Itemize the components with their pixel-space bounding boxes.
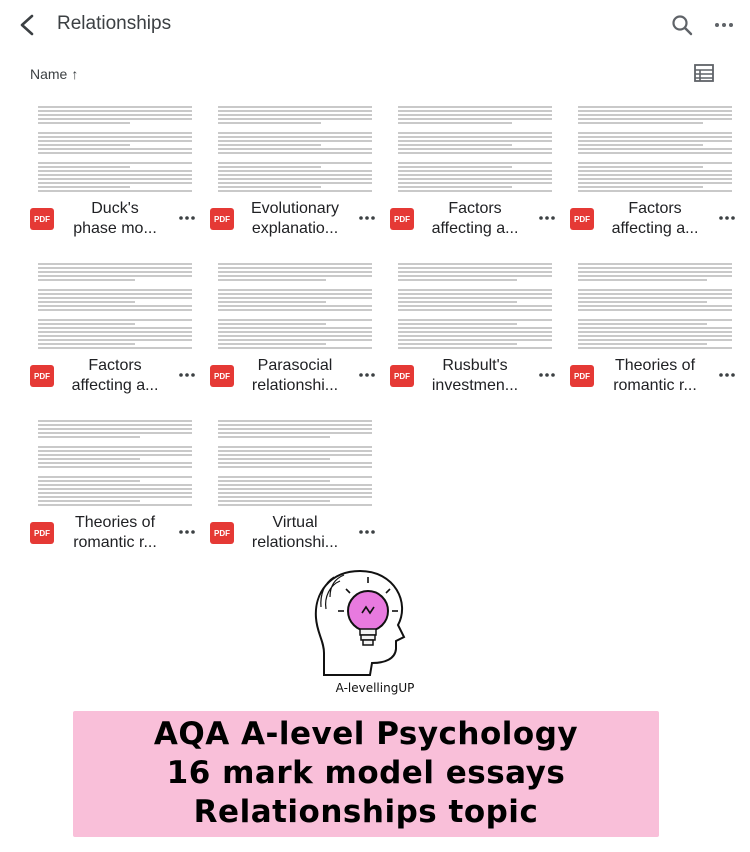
banner-line-3: Relationships topic [193,794,539,830]
file-thumbnail [210,257,380,353]
folder-title: Relationships [57,13,172,34]
file-name: Factors affecting a... [611,200,699,237]
file-more-button[interactable] [716,367,738,383]
file-more-button[interactable] [536,210,558,226]
pdf-icon: PDF [210,522,234,544]
pdf-icon: PDF [30,522,54,544]
more-horiz-icon [359,216,375,220]
file-thumbnail [210,100,380,196]
sort-by-name[interactable] [30,66,78,82]
file-thumbnail [570,100,740,196]
pdf-icon: PDF [390,365,414,387]
lightbulb-head-icon [300,563,440,688]
search-icon [671,14,693,36]
more-horiz-icon [359,530,375,534]
sort-arrow-icon: ↑ [71,66,79,82]
file-more-button[interactable] [716,210,738,226]
more-horiz-icon [719,216,735,220]
file-card[interactable] [390,100,560,250]
list-view-icon [694,64,714,82]
file-card[interactable] [390,257,560,407]
file-thumbnail [30,100,200,196]
file-card[interactable] [210,414,380,564]
pdf-icon: PDF [30,208,54,230]
file-more-button[interactable] [356,210,378,226]
more-horiz-icon [359,373,375,377]
pdf-icon: PDF [570,208,594,230]
file-thumbnail [210,414,380,510]
a-levelling-up-logo [300,563,440,708]
file-more-button[interactable] [176,524,198,540]
file-name: Parasocial relationshi... [251,357,339,394]
file-thumbnail [570,257,740,353]
more-horiz-icon [179,216,195,220]
file-more-button[interactable] [356,524,378,540]
file-card[interactable] [570,257,740,407]
file-more-button[interactable] [176,367,198,383]
file-name: Evolutionary explanatio... [250,200,340,237]
file-name: Factors affecting a... [431,200,519,237]
sort-label-text: Name [30,66,68,82]
file-name: Duck's phase mo... [73,200,157,237]
more-options-button[interactable] [710,11,738,39]
pdf-icon: PDF [210,208,234,230]
pdf-icon: PDF [30,365,54,387]
file-name: Factors affecting a... [71,357,159,394]
file-card[interactable] [210,100,380,250]
pdf-icon: PDF [210,365,234,387]
more-horiz-icon [179,530,195,534]
file-card[interactable] [570,100,740,250]
arrow-back-icon [18,14,36,36]
file-card[interactable] [30,257,200,407]
top-bar [0,0,750,50]
search-button[interactable] [668,11,696,39]
file-card[interactable] [30,414,200,564]
banner-line-1: AQA A-level Psychology [153,716,579,752]
more-horiz-icon [714,22,734,28]
file-card[interactable] [30,100,200,250]
file-card[interactable] [210,257,380,407]
file-thumbnail [390,257,560,353]
file-more-button[interactable] [356,367,378,383]
logo-text: A-levellingUP [335,681,415,695]
pdf-icon: PDF [570,365,594,387]
title-banner [73,711,659,837]
file-more-button[interactable] [536,367,558,383]
file-thumbnail [30,257,200,353]
file-name: Theories of romantic r... [613,357,697,394]
file-more-button[interactable] [176,210,198,226]
list-view-button[interactable] [694,64,716,86]
pdf-icon: PDF [390,208,414,230]
sort-bar [0,60,750,90]
file-name: Rusbult's investmen... [431,357,519,394]
file-thumbnail [30,414,200,510]
more-horiz-icon [539,373,555,377]
more-horiz-icon [539,216,555,220]
banner-line-2: 16 mark model essays [166,755,566,791]
file-name: Theories of romantic r... [73,514,157,551]
file-name: Virtual relationshi... [251,514,339,551]
file-thumbnail [390,100,560,196]
back-button[interactable] [12,10,42,40]
more-horiz-icon [719,373,735,377]
more-horiz-icon [179,373,195,377]
